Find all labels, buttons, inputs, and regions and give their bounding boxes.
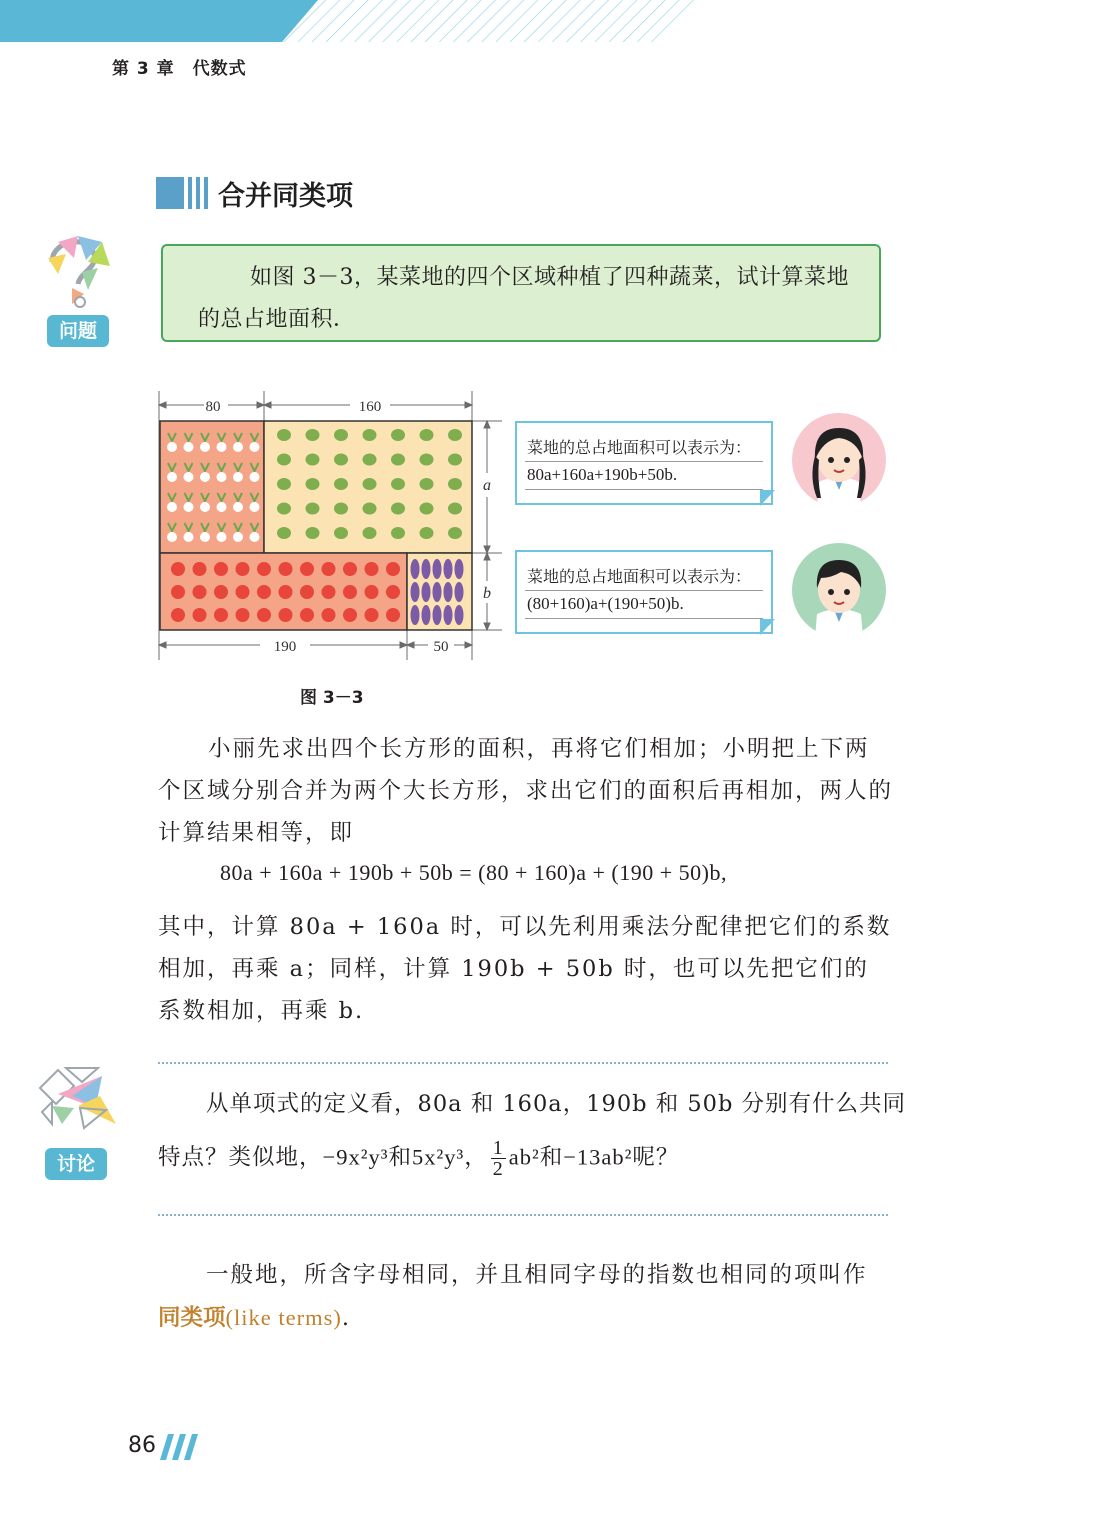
cabbage-icon — [334, 478, 348, 490]
paragraph-2: 其中，计算 80a + 160a 时，可以先利用乘法分配律把它们的系数相加，再乘 a；同样，计算 190b + 50b 时，也可以先把它们的系数相加，再乘 b. — [158, 914, 892, 1024]
tomato-icon — [171, 608, 185, 622]
discussion-line-1: 从单项式的定义看，80a 和 160a，190b 和 50b 分别有什么共同 — [206, 1091, 907, 1117]
discussion-line-2 — [158, 1138, 679, 1188]
expr-3: ab² — [508, 1144, 540, 1170]
section-bars-icon — [156, 177, 208, 209]
cabbage-icon — [306, 503, 320, 515]
cabbage-icon — [391, 429, 405, 441]
cabbage-icon — [391, 478, 405, 490]
eggplant-icon — [422, 559, 431, 579]
tomato-icons — [171, 562, 400, 622]
cabbage-icon — [306, 478, 320, 490]
tomato-icon — [257, 585, 271, 599]
dotted-divider-bottom — [158, 1214, 888, 1216]
tomato-icon — [171, 585, 185, 599]
tomato-icon — [236, 562, 250, 576]
tomato-icon — [386, 562, 400, 576]
eggplant-icon — [433, 605, 442, 625]
tomato-icon — [300, 608, 314, 622]
tomato-icon — [365, 562, 379, 576]
cabbage-icon — [448, 429, 462, 441]
and-1: 和 — [388, 1144, 412, 1171]
tomato-icon — [322, 585, 336, 599]
tomato-icon — [279, 608, 293, 622]
problem-text: 如图 3－3，某菜地的四个区域种植了四种蔬菜，试计算菜地的总占地面积． — [198, 265, 849, 332]
cabbage-icon — [391, 527, 405, 539]
bubble1-line2: 80a+160a+190b+50b. — [527, 465, 678, 484]
dim-side-top: a — [483, 477, 491, 494]
tomato-icon — [193, 562, 207, 576]
eggplant-icon — [411, 605, 420, 625]
eggplant-icon — [444, 605, 453, 625]
tomato-icon — [214, 585, 228, 599]
cabbage-icon — [277, 527, 291, 539]
dim-top-left: 80 — [205, 399, 221, 415]
cabbage-icon — [334, 503, 348, 515]
cabbage-icon — [277, 503, 291, 515]
tomato-icon — [300, 562, 314, 576]
tomato-icon — [300, 585, 314, 599]
dotted-divider-top — [158, 1062, 888, 1064]
tomato-icon — [343, 585, 357, 599]
cabbage-icon — [277, 478, 291, 490]
cabbage-icon — [277, 454, 291, 466]
definition-line-1: 一般地，所含字母相同，并且相同字母的指数也相同的项叫作 — [206, 1262, 868, 1288]
eggplant-icon — [422, 605, 431, 625]
question-puzzle-icon — [44, 232, 114, 310]
cabbage-icon — [334, 429, 348, 441]
tomato-icon — [279, 585, 293, 599]
tomato-icon — [257, 608, 271, 622]
like-terms-english: (like terms) — [225, 1305, 342, 1330]
cabbage-icon — [306, 527, 320, 539]
cabbage-icon — [391, 503, 405, 515]
cabbage-icon — [420, 478, 434, 490]
cabbage-icon — [277, 429, 291, 441]
eggplant-icon — [422, 582, 431, 602]
tomato-icon — [279, 562, 293, 576]
cabbage-icon — [334, 454, 348, 466]
dim-bottom-right: 50 — [433, 639, 449, 655]
eggplant-icons — [411, 559, 464, 625]
eggplant-icon — [433, 559, 442, 579]
like-terms-term: 同类项 — [158, 1305, 226, 1331]
cabbage-icon — [448, 454, 462, 466]
discuss-badge: 讨论 — [45, 1148, 107, 1180]
cabbage-icon — [363, 478, 377, 490]
expr-4: −13ab² — [563, 1144, 633, 1170]
cabbage-icon — [363, 454, 377, 466]
dim-top-right: 160 — [358, 399, 382, 415]
definition-end: . — [341, 1305, 350, 1331]
tomato-icon — [257, 562, 271, 576]
tomato-icon — [236, 608, 250, 622]
cabbage-icon — [334, 527, 348, 539]
cabbage-icon — [391, 454, 405, 466]
tomato-icon — [365, 608, 379, 622]
tomato-icon — [343, 608, 357, 622]
eggplant-icon — [455, 582, 464, 602]
eggplant-icon — [455, 605, 464, 625]
cabbage-icon — [363, 503, 377, 515]
boy-speech-bubble — [515, 550, 773, 634]
tomato-icon — [193, 608, 207, 622]
problem-badge: 问题 — [47, 315, 109, 347]
discussion-suffix: 呢？ — [632, 1144, 680, 1171]
chapter-heading: 第 3 章 代数式 — [112, 59, 247, 79]
cabbage-icon — [306, 429, 320, 441]
figure-caption: 图 3－3 — [300, 688, 364, 708]
bubble2-line2: (80+160)a+(190+50)b. — [527, 594, 684, 613]
page-slashes-icon — [160, 1434, 200, 1460]
cabbage-icon — [363, 527, 377, 539]
cabbage-icon — [448, 503, 462, 515]
cabbage-icon — [448, 527, 462, 539]
tomato-icon — [171, 562, 185, 576]
bubble1-line1: 菜地的总占地面积可以表示为： — [527, 438, 752, 457]
girl-speech-bubble — [515, 421, 773, 505]
eggplant-icon — [411, 582, 420, 602]
tomato-icon — [365, 585, 379, 599]
cabbage-icon — [448, 478, 462, 490]
tomato-icon — [214, 562, 228, 576]
discussion-prefix: 特点？类似地， — [158, 1144, 323, 1171]
eggplant-icon — [433, 582, 442, 602]
page-number: 86 — [128, 1433, 156, 1458]
tomato-icon — [343, 562, 357, 576]
cabbage-icon — [420, 454, 434, 466]
tomato-icon — [193, 585, 207, 599]
boy-avatar-icon — [791, 542, 887, 638]
cabbage-icon — [363, 429, 377, 441]
girl-avatar-icon — [791, 412, 887, 508]
bubble-corners — [755, 488, 785, 638]
cabbage-icon — [306, 454, 320, 466]
header-band — [0, 0, 700, 42]
paragraph-1: 小丽先求出四个长方形的面积，再将它们相加；小明把上下两个区域分别合并为两个大长方形，求出它们的面积后再相加，两人的计算结果相等，即 — [158, 736, 894, 846]
and-2: 和 — [539, 1144, 564, 1171]
tomato-icon — [236, 585, 250, 599]
tomato-icon — [386, 585, 400, 599]
cabbage-icon — [420, 429, 434, 441]
cabbage-icon — [420, 503, 434, 515]
eggplant-icon — [455, 559, 464, 579]
tomato-icon — [322, 562, 336, 576]
expr-2: 5x²y³， — [411, 1144, 488, 1170]
cabbage-icon — [420, 527, 434, 539]
eggplant-icon — [411, 559, 420, 579]
dim-side-bottom: b — [483, 585, 491, 602]
tomato-icon — [214, 608, 228, 622]
discuss-puzzle-icon — [38, 1066, 122, 1132]
section-title: 合并同类项 — [218, 181, 353, 212]
dim-bottom-left: 190 — [273, 639, 297, 655]
tomato-icon — [386, 608, 400, 622]
expr-1: −9x²y³ — [322, 1144, 389, 1170]
fraction-one-half: $\frac{1}{2}$ — [492, 1137, 504, 1180]
definition-line-2 — [158, 1300, 349, 1332]
eggplant-icon — [444, 582, 453, 602]
eggplant-icon — [444, 559, 453, 579]
bubble2-line1: 菜地的总占地面积可以表示为： — [527, 567, 752, 586]
tomato-icon — [322, 608, 336, 622]
equation: 80a + 160a + 190b + 50b = (80 + 160)a + (190 + 50)b, — [220, 860, 727, 885]
